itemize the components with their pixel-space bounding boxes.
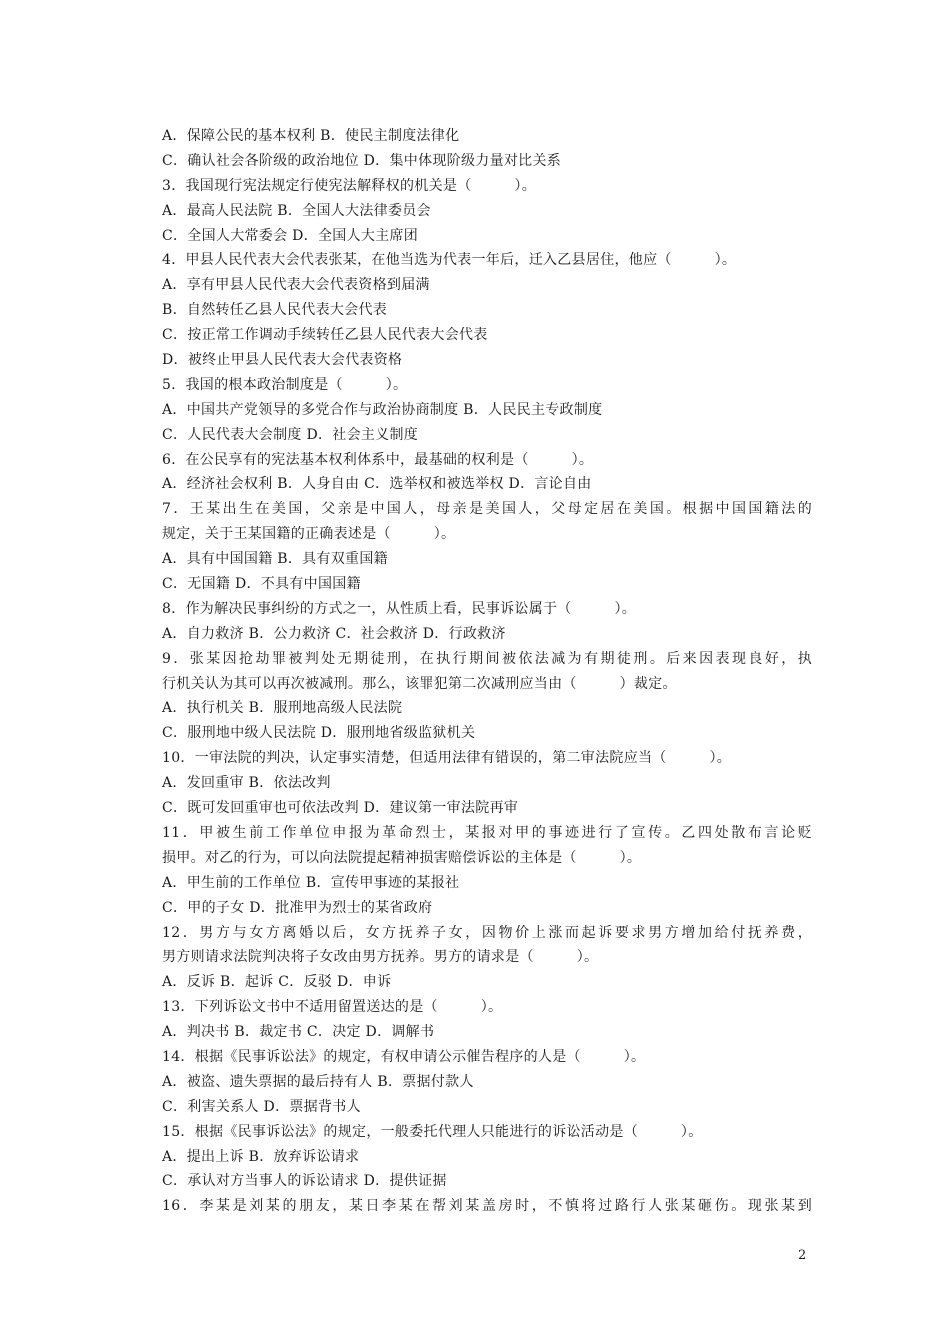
text-line: D．被终止甲县人民代表大会代表资格 [162,352,403,369]
text-line: A．反诉 B．起诉 C．反驳 D．申诉 [162,974,392,991]
text-line: A．具有中国国籍 B．具有双重国籍 [162,551,388,568]
question-6: 6．在公民享有的宪法基本权利体系中，最基础的权利是（ ）。 [162,451,594,468]
question-4: 4．甲县人民代表大会代表张某，在他当选为代表一年后，迁入乙县居住，他应（ ）。 [162,252,737,269]
text-line: A．提出上诉 B．放弃诉讼请求 [162,1148,360,1165]
question-9: 9．张某因抢劫罪被判处无期徒刑，在执行期间被依法减为有期徒刑。后来因表现良好，执 [162,650,812,667]
text-line: A．中国共产党领导的多党合作与政治协商制度 B．人民民主专政制度 [162,401,603,418]
text-line: C．承认对方当事人的诉讼请求 D．提供证据 [162,1173,447,1190]
question-12: 12．男方与女方离婚以后，女方抚养子女，因物价上涨而起诉要求男方增加给付抚养费， [162,924,812,941]
text-line: A．享有甲县人民代表大会代表资格到届满 [162,277,430,294]
question-15: 15．根据《民事诉讼法》的规定，一般委托代理人只能进行的诉讼活动是（ ）。 [162,1123,703,1140]
text-line: A．甲生前的工作单位 B．宣传甲事迹的某报社 [162,874,460,891]
question-16: 16．李某是刘某的朋友，某日李某在帮刘某盖房时，不慎将过路行人张某砸伤。现张某到 [162,1198,812,1215]
text-line: 损甲。对乙的行为，可以向法院提起精神损害赔偿诉讼的主体是（ ）。 [162,849,642,866]
text-line: C．确认社会各阶级的政治地位 D．集中体现阶级力量对比关系 [162,152,562,169]
text-line: C．利害关系人 D．票据背书人 [162,1098,361,1115]
question-13: 13．下列诉讼文书中不适用留置送达的是（ ）。 [162,999,503,1016]
text-line: C．按正常工作调动手续转任乙县人民代表大会代表 [162,327,488,344]
text-line: A．被盗、遗失票据的最后持有人 B．票据付款人 [162,1073,474,1090]
question-11: 11．甲被生前工作单位申报为革命烈士，某报对甲的事迹进行了宣传。乙四处散布言论贬 [162,824,812,841]
question-10: 10．一审法院的判决，认定事实清楚，但适用法律有错误的，第二审法院应当（ ）。 [162,750,732,767]
text-line: 规定，关于王某国籍的正确表述是（ ）。 [162,526,456,543]
text-line: A．自力救济 B．公力救济 C．社会救济 D．行政救济 [162,625,506,642]
text-line: A．保障公民的基本权利 B．使民主制度法律化 [162,128,460,144]
text-line: B．自然转任乙县人民代表大会代表 [162,302,388,319]
text-line: A．执行机关 B．服刑地高级人民法院 [162,700,403,717]
text-line: C．甲的子女 D．批准甲为烈士的某省政府 [162,899,433,916]
question-3: 3．我国现行宪法规定行使宪法解释权的机关是（ ）。 [162,177,537,194]
text-line: A．判决书 B．裁定书 C．决定 D．调解书 [162,1024,435,1041]
text-line: A．经济社会权利 B．人身自由 C．选举权和被选举权 D．言论自由 [162,476,592,493]
text-line: A．最高人民法院 B．全国人大法律委员会 [162,202,431,219]
text-line: C．服刑地中级人民法院 D．服刑地省级监狱机关 [162,725,476,742]
text-line: C．既可发回重审也可依法改判 D．建议第一审法院再审 [162,800,519,817]
text-line: 男方则请求法院判决将子女改由男方抚养。男方的请求是（ ）。 [162,949,599,966]
text-line: 行机关认为其可以再次被减刑。那么，该罪犯第二次减刑应当由（ ）裁定。 [162,675,677,692]
question-14: 14．根据《民事诉讼法》的规定，有权申请公示催告程序的人是（ ）。 [162,1048,646,1065]
text-line: C．人民代表大会制度 D．社会主义制度 [162,426,419,443]
question-7: 7．王某出生在美国，父亲是中国人，母亲是美国人，父母定居在美国。根据中国国籍法的 [162,501,812,518]
text-line: C．无国籍 D．不具有中国国籍 [162,576,361,593]
text-line: A．发回重审 B．依法改判 [162,775,331,792]
document-body [162,124,812,1219]
page-number: 2 [798,1248,807,1263]
text-line: C．全国人大常委会 D．全国人大主席团 [162,227,419,244]
question-8: 8．作为解决民事纠纷的方式之一，从性质上看，民事诉讼属于（ ）。 [162,600,637,617]
question-5: 5．我国的根本政治制度是（ ）。 [162,376,408,393]
